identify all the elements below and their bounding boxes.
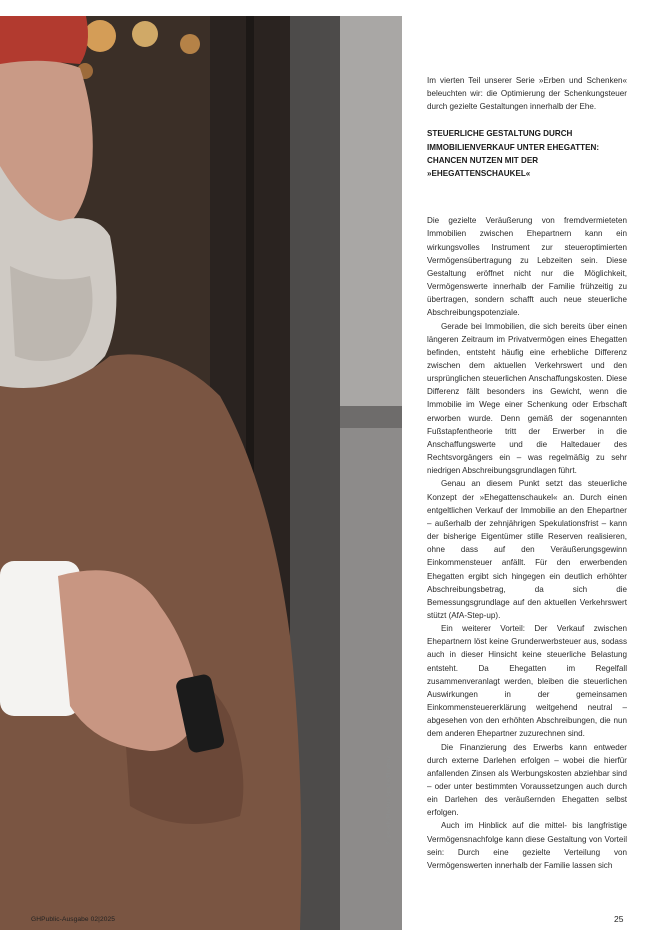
article-intro: Im vierten Teil unserer Serie »Erben und Schenken« beleuchten wir: die Optimierung der Schenkungsteuer durch gezielte Gestaltungen innerhalb der Ehe. [427, 76, 627, 112]
article-paragraph: Genau an diesem Punkt setzt das steuerliche Konzept der »Ehegattenschaukel« an. Durch einen entgeltlichen Verkauf der Immobilie an den Ehepartner – außerhalb der zehnjährigen Spekulationsfrist – kann der bisherige Eigentümer stille Reserven realisieren, ohne dass auf den Veräußerungsgewinn Einkommensteuer anfällt. Für den erwerbenden Ehegatten ergibt sich hingegen ein deutlich erhöhter Abschreibungsbetrag, da sich die Bemessungsgrundlage auf den aktuellen Verkehrswert stützt (AfA-Step-up). [427, 479, 627, 620]
article-paragraph: Auch im Hinblick auf die mittel- bis langfristige Vermögensnachfolge kann diese Gestaltung von Vorteil sein: Durch eine gezielte Verteilung von Vermögenswerten innerhalb der Familie lassen sich [427, 821, 627, 870]
article-paragraph: Gerade bei Immobilien, die sich bereits über einen längeren Zeitraum im Privatvermögen eines Ehegatten befinden, entsteht häufig eine erhebliche Differenz zwischen dem aktuellen Verkehrswert und den ursprünglichen steuerlichen Anschaffungskosten. Diese Differenz fällt besonders ins Gewicht, wenn die Immobilie im Wege einer Schenkung oder Erbschaft erworben wurde. Denn gemäß der sogenannten Fußstapfentheorie tritt der Erwerber in die Anschaffungswerte und die Haltedauer des Rechtsvorgängers ein – was regelmäßig zu sehr niedrigen Abschreibungsgrundlagen führt. [427, 321, 627, 476]
article-paragraph: Ein weiterer Vorteil: Der Verkauf zwischen Ehepartnern löst keine Grunderwerbsteuer aus, sodass auch in dieser Hinsicht keine steuerliche Belastung entsteht. Da Ehegatten im Regelfall zusammenveranlagt werden, bleiben die steuerlichen Auswirkungen in der gemeinsamen Einkommensteuererklärung weitgehend neutral – abgesehen von den erhöhten Abschreibungen, die nun dem anderen Ehepartner zuzurechnen sind. [427, 624, 627, 739]
publication-name: GHPublic-Ausgabe 02|2025 [31, 916, 116, 923]
article-heading: STEUERLICHE GESTALTUNG DURCH IMMOBILIENVERKAUF UNTER EHEGATTEN: CHANCEN NUTZEN MIT DER »EHEGATTENSCHAUKEL« [427, 129, 600, 179]
article-paragraph: Die Finanzierung des Erwerbs kann entweder durch externe Darlehen erfolgen – wobei die hierfür anfallenden Zinsen als Werbungskosten abziehbar sind – oder unter bestimmten Voraussetzungen auch durch ein Darlehen des veräußernden Ehegatten selbst erfolgen. [427, 742, 627, 818]
article-body [427, 214, 627, 872]
photo-credit: © pexels/Markus Spiske/Pixabay [386, 755, 392, 845]
article-paragraph: Die gezielte Veräußerung von fremdvermieteten Immobilien zwischen Ehepartnern kann ein wirkungsvolles Instrument zur steueroptimierten Vermögensübertragung zu Lebzeiten sein. Diese Gestaltung eröffnet nicht nur die Möglichkeit, Vermögenswerte innerhalb der Familie frühzeitig zu übertragen, sondern schafft auch neue steuerliche Abschreibungspotenziale. [427, 216, 627, 318]
article-text [427, 74, 627, 872]
page-number: 25 [614, 914, 624, 924]
article-photo [0, 16, 402, 930]
